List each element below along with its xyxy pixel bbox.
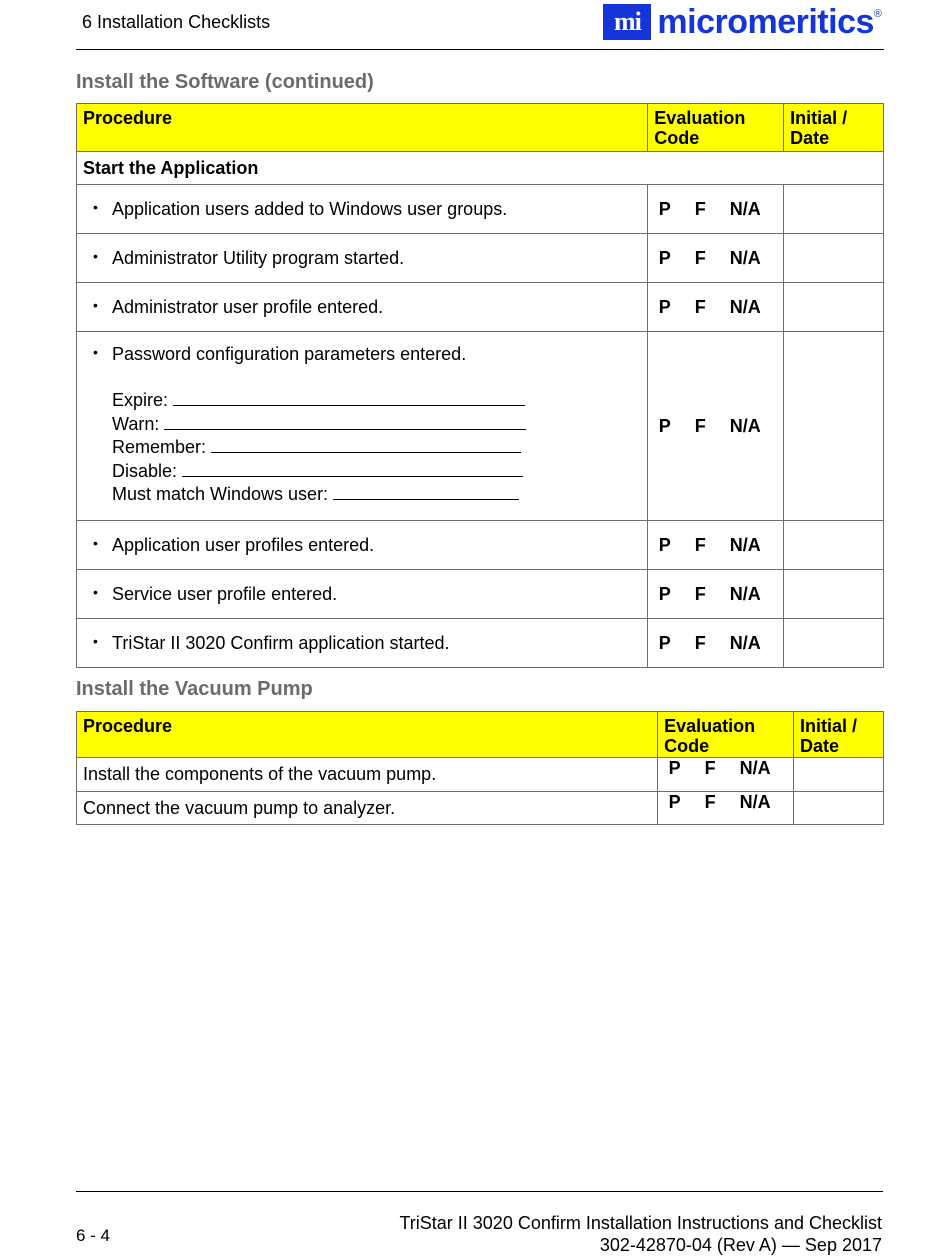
initial-date-cell	[794, 792, 884, 825]
group-label: Start the Application	[77, 152, 884, 185]
procedure-item: • Administrator user profile entered.	[83, 297, 641, 318]
initial-date-header: Initial / Date	[794, 712, 884, 758]
evaluation-codes: P F N/A	[648, 521, 784, 570]
disable-blank[interactable]	[182, 462, 523, 477]
evaluation-codes: P F N/A	[648, 185, 784, 234]
registered-mark: ®	[873, 8, 882, 20]
logo-mark: mi	[603, 4, 651, 40]
procedure-item: • Password configuration parameters entered.	[83, 344, 641, 365]
evaluation-code-header: Evaluation Code	[648, 104, 784, 152]
chapter-title: 6 Installation Checklists	[82, 12, 271, 32]
procedure-item: • Application user profiles entered.	[83, 535, 641, 556]
table-row	[77, 332, 884, 521]
logo-text: micromeritics	[657, 3, 874, 41]
table-row	[77, 234, 884, 283]
initial-date-cell	[784, 570, 884, 619]
procedure-item: • Service user profile entered.	[83, 584, 641, 605]
evaluation-codes: P F N/A	[658, 792, 794, 825]
evaluation-codes: P F N/A	[648, 619, 784, 668]
procedure-item: Connect the vacuum pump to analyzer.	[77, 792, 658, 825]
table-header-row	[77, 712, 884, 758]
vacuum-pump-checklist-table	[76, 711, 884, 825]
document-title: TriStar II 3020 Confirm Installation Instructions and Checklist	[399, 1213, 882, 1233]
section-title-software: Install the Software (continued)	[76, 71, 374, 93]
evaluation-codes: P F N/A	[648, 332, 784, 521]
page-header	[76, 0, 884, 50]
initial-date-cell	[784, 521, 884, 570]
group-row	[77, 152, 884, 185]
table-row	[77, 283, 884, 332]
table-header-row	[77, 104, 884, 152]
disable-label: Disable:	[112, 460, 178, 481]
page-number: 6 - 4	[76, 1226, 111, 1245]
software-checklist-table	[76, 103, 884, 668]
evaluation-codes: P F N/A	[648, 234, 784, 283]
table-row	[77, 758, 884, 792]
initial-date-cell	[784, 234, 884, 283]
table-row	[77, 570, 884, 619]
procedure-item: • TriStar II 3020 Confirm application started.	[83, 633, 641, 654]
warn-blank[interactable]	[164, 415, 526, 430]
warn-label: Warn:	[112, 413, 160, 434]
table-row	[77, 792, 884, 825]
micromeritics-logo	[603, 2, 882, 42]
must-match-blank[interactable]	[333, 485, 519, 500]
table-row	[77, 619, 884, 668]
procedure-header: Procedure	[77, 712, 658, 758]
expire-blank[interactable]	[173, 391, 525, 406]
procedure-item: • Administrator Utility program started.	[83, 248, 641, 269]
initial-date-cell	[784, 185, 884, 234]
password-fields	[83, 389, 641, 507]
evaluation-code-header: Evaluation Code	[658, 712, 794, 758]
procedure-header: Procedure	[77, 104, 648, 152]
initial-date-cell	[784, 619, 884, 668]
evaluation-codes: P F N/A	[658, 758, 794, 792]
footer-divider	[76, 1191, 883, 1192]
initial-date-cell	[784, 283, 884, 332]
evaluation-codes: P F N/A	[648, 283, 784, 332]
remember-label: Remember:	[112, 437, 207, 457]
table-row	[77, 185, 884, 234]
document-number: 302-42870-04 (Rev A) — Sep 2017	[599, 1235, 882, 1255]
procedure-item: Install the components of the vacuum pump.	[77, 758, 658, 792]
evaluation-codes: P F N/A	[648, 570, 784, 619]
procedure-item: • Application users added to Windows user groups.	[83, 199, 641, 220]
footer-doc-info	[399, 1212, 882, 1256]
initial-date-header: Initial / Date	[784, 104, 884, 152]
table-row	[77, 521, 884, 570]
expire-label: Expire:	[112, 390, 169, 410]
initial-date-cell	[784, 332, 884, 521]
section-title-vacuum-pump: Install the Vacuum Pump	[76, 678, 313, 700]
initial-date-cell	[794, 758, 884, 792]
must-match-label: Must match Windows user:	[112, 484, 329, 504]
remember-blank[interactable]	[211, 438, 521, 453]
